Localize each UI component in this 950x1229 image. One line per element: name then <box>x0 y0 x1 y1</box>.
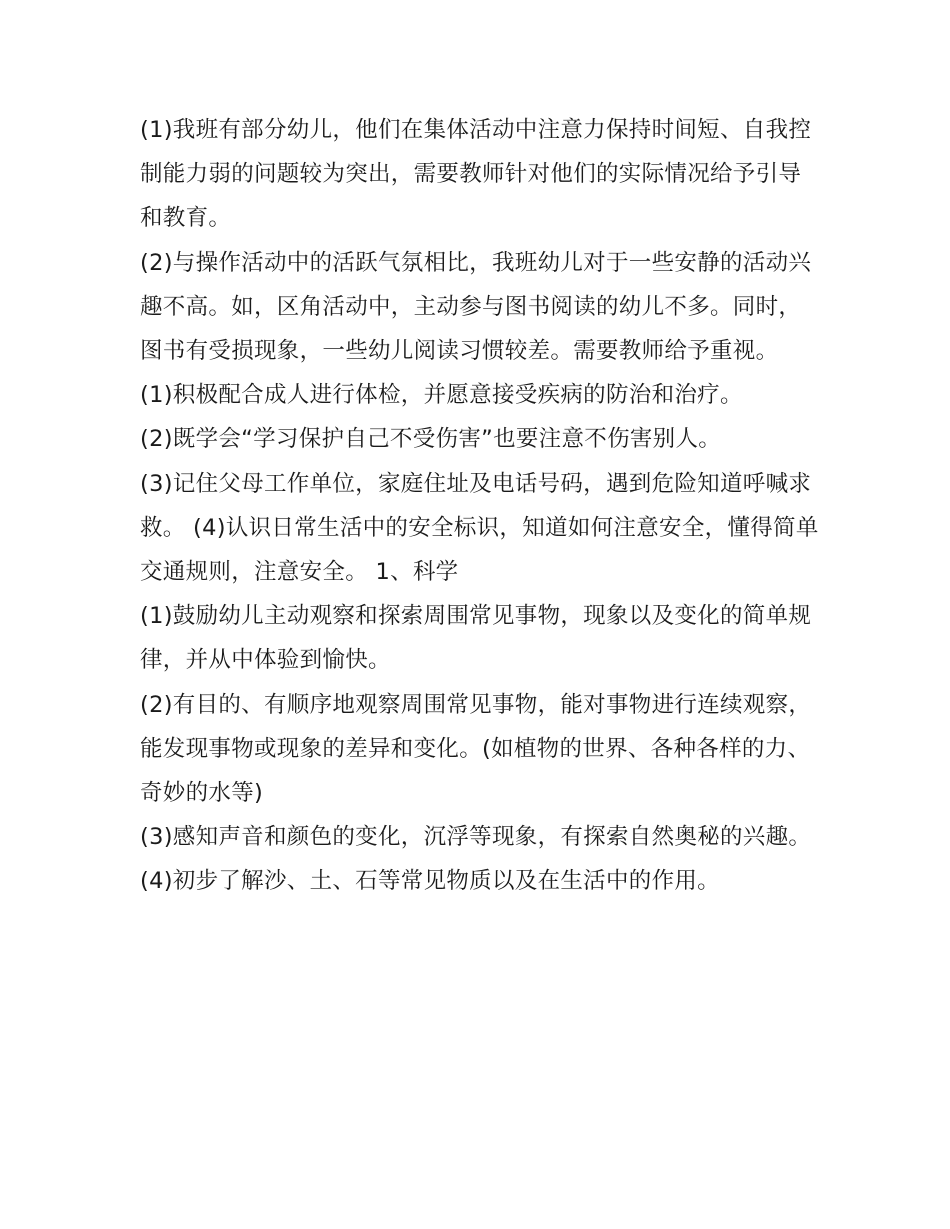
paragraph-ordered-observation: (2)有目的、有顺序地观察周围常见事物，能对事物进行连续观察，能发现事物或现象的差异和变化。(如植物的世界、各种各样的力、奇妙的水等) <box>140 691 812 807</box>
paragraph-science-observation: (1)鼓励幼儿主动观察和探索周围常见事物，现象以及变化的简单规律，并从中体验到愉快。 <box>140 603 812 674</box>
paragraph-reading-interest: (2)与操作活动中的活跃气氛相比，我班幼儿对于一些安静的活动兴趣不高。如，区角活动中，主动参与图书阅读的幼儿不多。同时，图书有受损现象，一些幼儿阅读习惯较差。需要教师给予重视。 <box>140 249 812 365</box>
paragraph-health-checkup: (1)积极配合成人进行体检，并愿意接受疾病的防治和治疗。 <box>140 382 743 409</box>
paragraph-attention-issue: (1)我班有部分幼儿，他们在集体活动中注意力保持时间短、自我控制能力弱的问题较为突出，需要教师针对他们的实际情况给予引导和教育。 <box>140 117 812 232</box>
paragraph-self-protection: (2)既学会“学习保护自己不受伤害”也要注意不伤害别人。 <box>140 426 722 453</box>
paragraph-safety-knowledge: (3)记住父母工作单位，家庭住址及电话号码，遇到危险知道呼喊求救。 (4)认识日常生活中的安全标识，知道如何注意安全，懂得简单交通规则，注意安全。 1、科学 <box>140 470 819 586</box>
document-body <box>140 108 820 904</box>
paragraph-sound-color: (3)感知声音和颜色的变化，沉浮等现象，有探索自然奥秘的兴趣。 (4)初步了解沙、土、石等常见物质以及在生活中的作用。 <box>140 824 819 895</box>
